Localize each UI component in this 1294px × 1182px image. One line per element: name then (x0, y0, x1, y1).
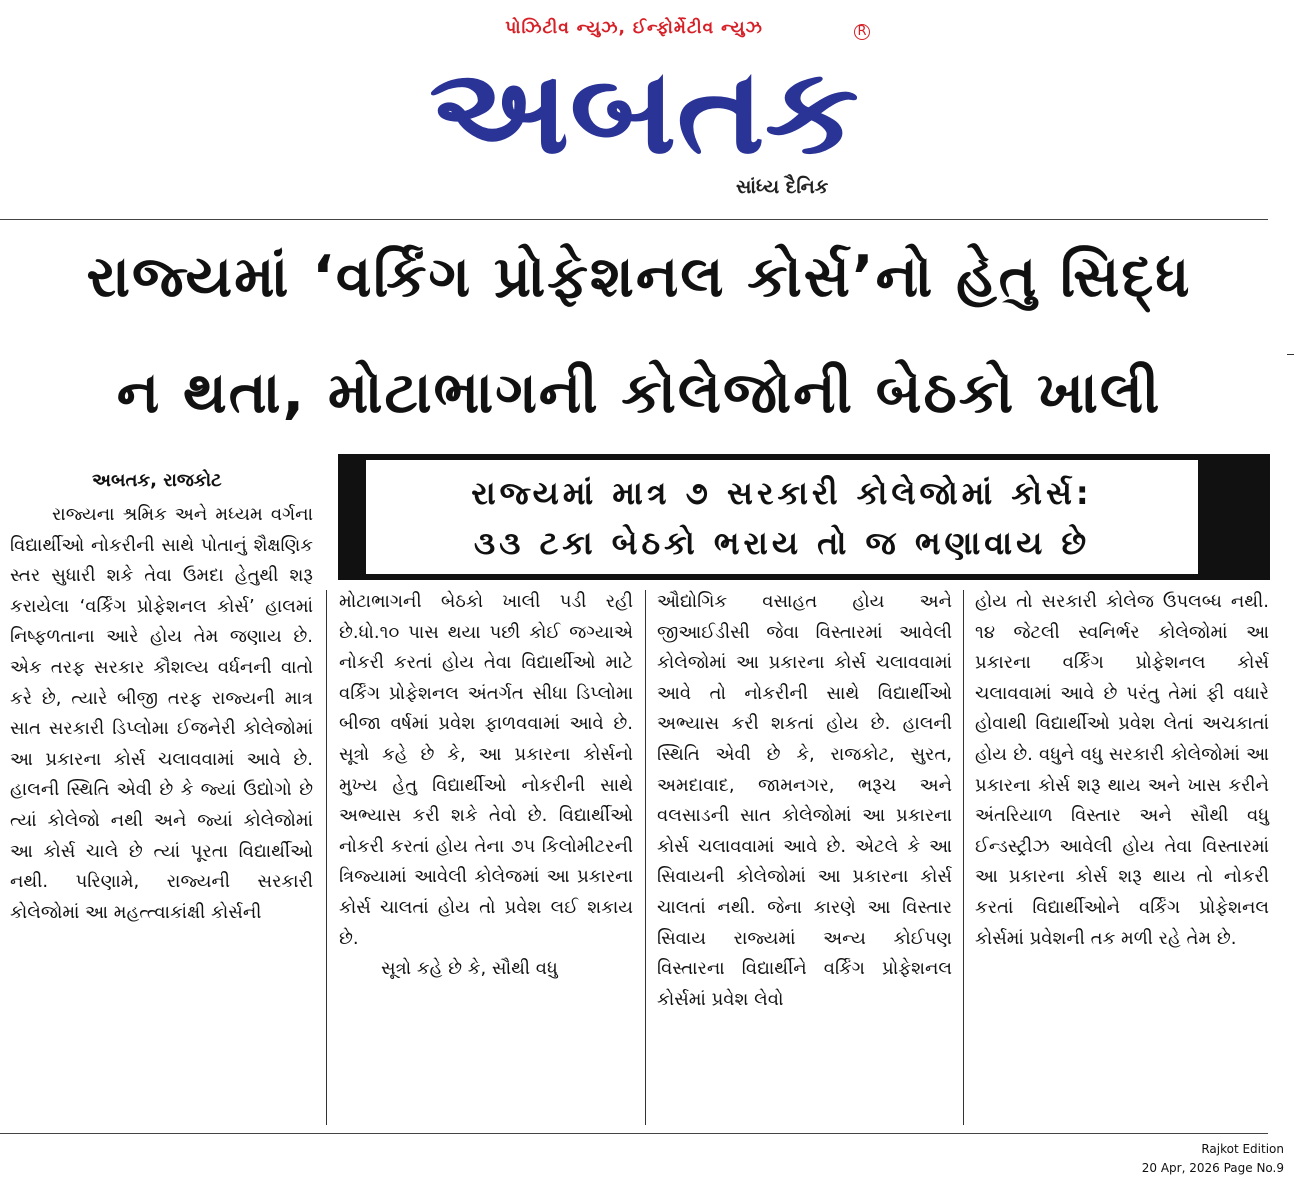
column-3-text: ઔદ્યોગિક વસાહત હોય અને જીઆઈડીસી જેવા વિસ્તારમાં આવેલી કોલેજોમાં આ પ્રકારના કોર્સ ચલાવવામાં આવે તો નોકરીની સાથે વિદ્યાર્થીઓ અભ્યાસ કરી શકતાં હોય છે. હાલની સ્થિતિ એવી છે કે, રાજકોટ, સુરત, અમદાવાદ, જામનગર, ભરૂચ અને વલસાડની સાત કોલેજોમાં આ પ્રકારના કોર્સ ચલાવવામાં આવે છે. એટલે કે આ સિવાયની કોલેજોમાં આ પ્રકારના કોર્સ ચાલતાં નથી. જેના કારણે આ વિસ્તાર સિવાય રાજ્યમાં અન્ય કોઈપણ વિસ્તારના વિદ્યાર્થીને વર્કિંગ પ્રોફેશનલ કોર્સમાં પ્રવેશ લેવો (657, 591, 952, 1010)
headline-line-2: ન થતા, મોટાભાગની કોલેજોની બેઠકો ખાલી (116, 360, 1162, 426)
column-divider (645, 590, 646, 1125)
article-column-1 (10, 500, 313, 928)
bottom-divider (0, 1133, 1268, 1134)
column-divider (963, 590, 964, 1125)
column-divider (326, 590, 327, 1125)
registered-mark-icon: R (854, 24, 870, 40)
edition-info (1142, 1140, 1284, 1178)
article-column-4 (975, 587, 1269, 954)
headline-line-1: રાજ્યમાં ‘વર્કિંગ પ્રોફેશનલ કોર્સ’નો હેતુ સિદ્ધ (86, 244, 1192, 310)
subheadline-line-1: રાજ્યમાં માત્ર ૭ સરકારી કોલેજોમાં કોર્સ: (471, 474, 1093, 512)
edge-mark (1287, 354, 1294, 355)
article-column-3 (657, 587, 952, 1015)
column-4-text: હોય તો સરકારી કોલેજ ઉપલબ્ધ નથી. ૧૪ જેટલી સ્વનિર્ભર કોલેજોમાં આ પ્રકારના વર્કિંગ પ્રોફેશનલ કોર્સ ચલાવવામાં આવે છે પરંતુ તેમાં ફી વધારે હોવાથી વિદ્યાર્થીઓ પ્રવેશ લેતાં અચકાતાં હોય છે. વધુને વધુ સરકારી કોલેજોમાં આ પ્રકારના કોર્સ શરૂ થાય અને ખાસ કરીને અંતરિયાળ વિસ્તાર અને સૌથી વધુ ઈન્ડસ્ટ્રીઝ આવેલી હોય તેવા વિસ્તારમાં આ પ્રકારના કોર્સ શરૂ થાય તો નોકરી કરતાં વિદ્યાર્થીઓને વર્કિંગ પ્રોફેશનલ કોર્સમાં પ્રવેશની તક મળી રહે તેમ છે. (975, 591, 1269, 949)
masthead-subtitle: સાંધ્ય દૈનિક (736, 176, 829, 198)
article-column-2 (339, 587, 633, 985)
top-divider (0, 219, 1268, 220)
column-2-paragraph-2: સૂત્રો કહે છે કે, સૌથી વધુ (381, 958, 558, 980)
column-1-text: રાજ્યના શ્રમિક અને મધ્યમ વર્ગના વિદ્યાર્થીઓ નોકરીની સાથે પોતાનું શૈક્ષણિક સ્તર સુધારી શકે તેવા ઉમદા હેતુથી શરૂ કરાયેલા ‘વર્કિંગ પ્રોફેશનલ કોર્સ’ હાલમાં નિષ્ફળતાના આરે હોય તેમ જણાય છે. એક તરફ સરકાર કૌશલ્ય વર્ધનની વાતો કરે છે, ત્યારે બીજી તરફ રાજ્યની માત્ર સાત સરકારી ડિપ્લોમા ઈજનેરી કોલેજોમાં આ પ્રકારના કોર્સ ચલાવવામાં આવે છે. હાલની સ્થિતિ એવી છે કે જ્યાં ઉદ્યોગો છે ત્યાં કોલેજો નથી અને જ્યાં કોલેજોમાં આ કોર્સ ચાલે છે ત્યાં પૂરતા વિદ્યાર્થીઓ નથી. પરિણામે, રાજ્યની સરકારી કોલેજોમાં આ મહત્ત્વાકાંક્ષી કોર્સની (10, 504, 313, 923)
subheadline-box (366, 460, 1198, 574)
edition-date-page: 20 Apr, 2026 Page No.9 (1141, 1161, 1284, 1175)
column-2-text: મોટાભાગની બેઠકો ખાલી પડી રહી છે.ધો.૧૦ પાસ થયા પછી કોઈ જગ્યાએ નોકરી કરતાં હોય તેવા વિદ્યાર્થીઓ માટે વર્કિંગ પ્રોફેશનલ અંતર્ગત સીધા ડિપ્લોમા બીજા વર્ષમાં પ્રવેશ ફાળવવામાં આવે છે. સૂત્રો કહે છે કે, આ પ્રકારના કોર્સનો મુખ્ય હેતુ વિદ્યાર્થીઓ નોકરીની સાથે અભ્યાસ કરી શકે તેવો છે. વિદ્યાર્થીઓ નોકરી કરતાં હોય તેના ૭૫ કિલોમીટરની ત્રિજ્યામાં આવેલી કોલેજમાં આ પ્રકારના કોર્સ ચાલતાં હોય તો પ્રવેશ લઈ શકાય છે. (339, 591, 633, 949)
masthead-tagline: પોઝિટીવ ન્યુઝ, ઈન્ફોર્મેટીવ ન્યુઝ (505, 18, 763, 38)
subheadline-line-2: ૩૩ ટકા બેઠકો ભરાય તો જ ભણાવાય છે (473, 524, 1091, 562)
logo-text: અબતક (429, 42, 859, 178)
article-dateline: અબતક, રાજકોટ (92, 470, 222, 491)
edition-name: Rajkot Edition (1201, 1142, 1284, 1156)
newspaper-logo (424, 40, 864, 178)
